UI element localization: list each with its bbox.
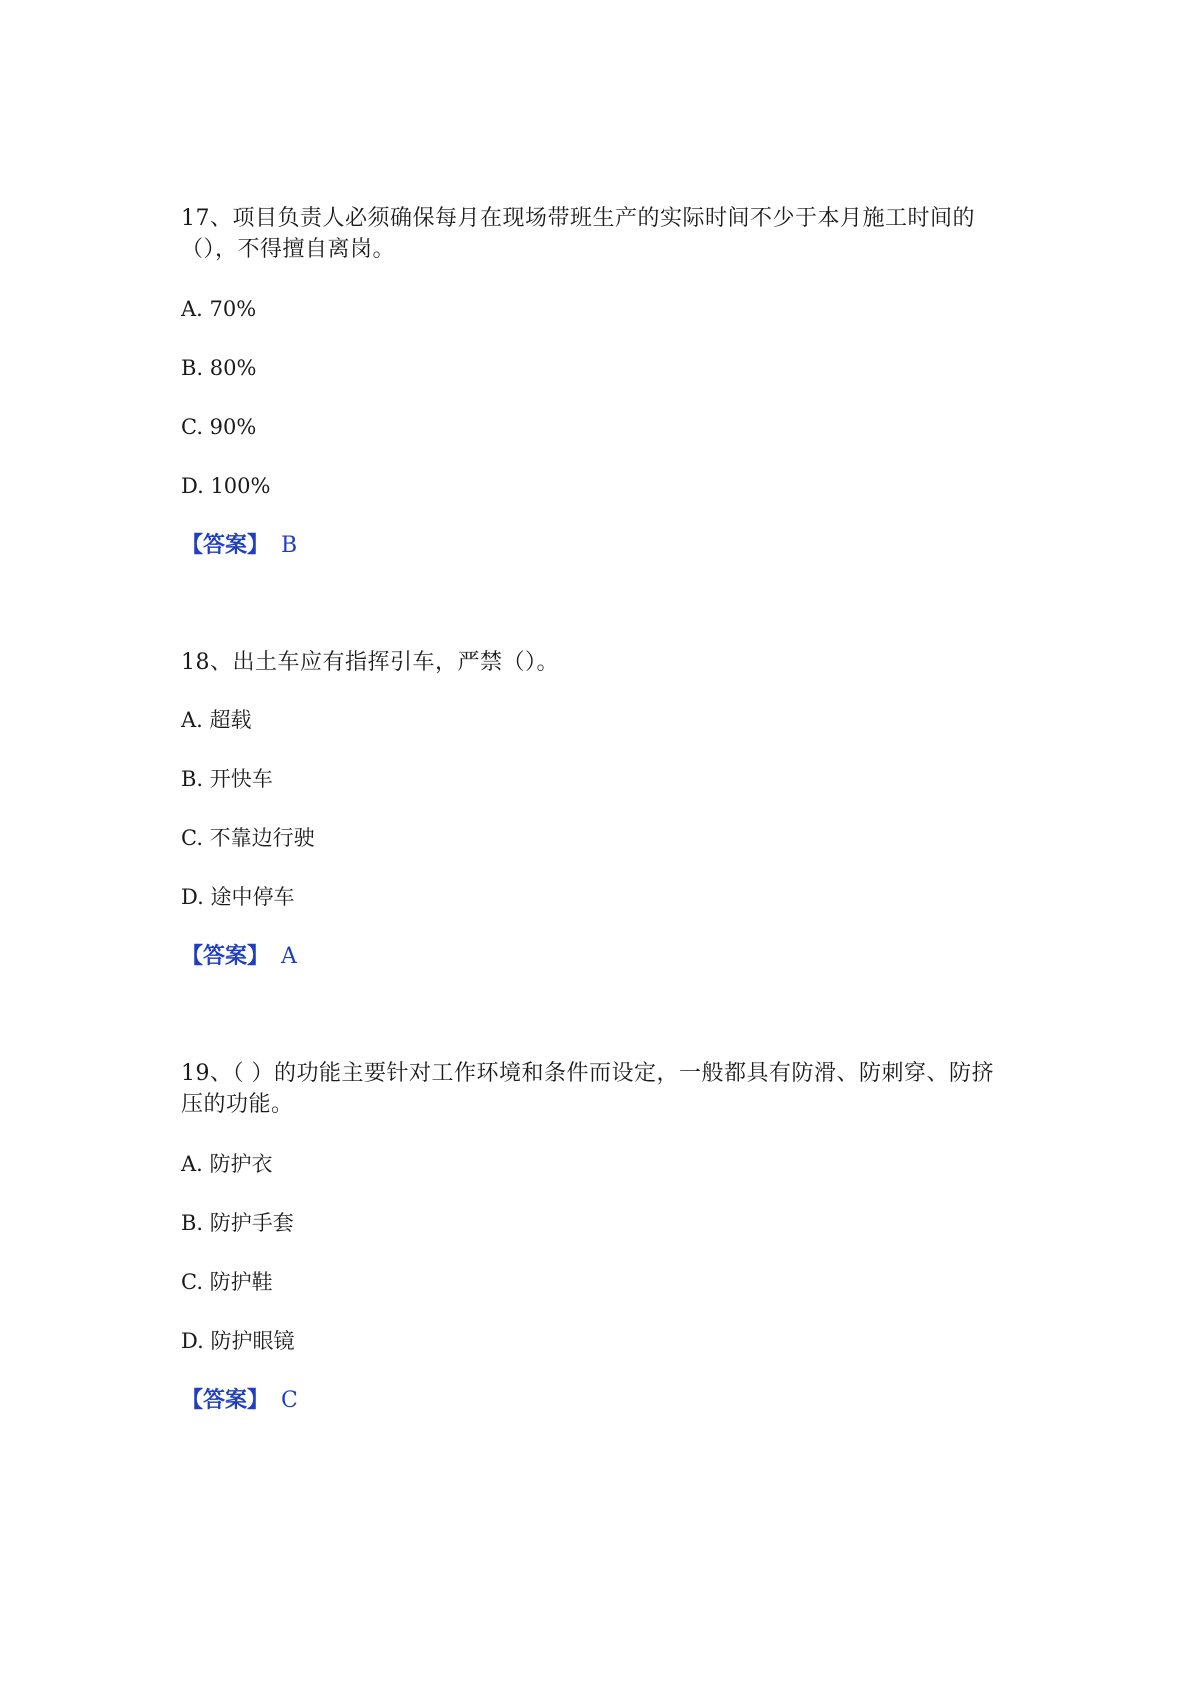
answer-line [181, 942, 297, 971]
answer-label: 【答案】 [181, 1387, 270, 1413]
option-c: C. 90% [181, 415, 257, 439]
option-b: B. 开快车 [181, 767, 273, 791]
option-a: A. 超载 [181, 708, 252, 732]
question-19 [181, 1058, 1011, 1413]
question-text: 17、项目负责人必须确保每月在现场带班生产的实际时间不少于本月施工时间的（），不得擅自离岗。 [181, 206, 975, 262]
answer-line [181, 531, 297, 560]
question-17 [181, 203, 1011, 558]
option-a: A. 防护衣 [181, 1152, 273, 1176]
answer-label: 【答案】 [181, 943, 270, 969]
option-d: D. 防护眼镜 [181, 1329, 295, 1353]
answer-value: C [281, 1388, 298, 1413]
question-text: 19、（ ）的功能主要针对工作环境和条件而设定，一般都具有防滑、防刺穿、防挤压的功能。 [181, 1061, 994, 1117]
option-c: C. 防护鞋 [181, 1270, 273, 1294]
question-text: 18、出土车应有指挥引车，严禁（）。 [181, 650, 559, 675]
answer-value: B [281, 533, 298, 558]
option-d: D. 100% [181, 474, 271, 498]
option-c: C. 不靠边行驶 [181, 826, 315, 850]
answer-line [181, 1386, 298, 1415]
answer-label: 【答案】 [181, 532, 270, 558]
option-d: D. 途中停车 [181, 885, 295, 909]
option-b: B. 防护手套 [181, 1211, 294, 1235]
option-a: A. 70% [181, 297, 257, 321]
question-18 [181, 647, 1011, 969]
answer-value: A [281, 944, 297, 969]
option-b: B. 80% [181, 356, 257, 380]
